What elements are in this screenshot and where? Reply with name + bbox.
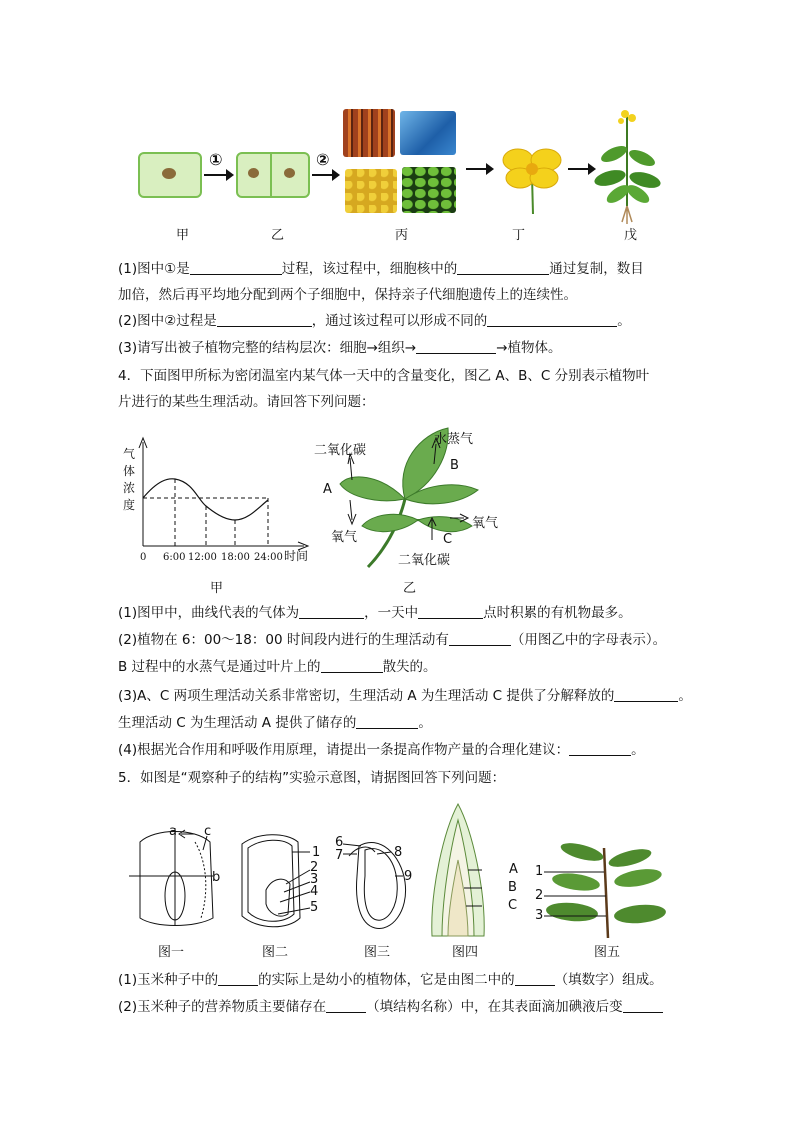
arrow-step1 xyxy=(204,174,228,176)
whole-plant-image xyxy=(592,106,662,224)
fig1-mark-c: c xyxy=(204,824,212,839)
q5-answer2: (2)玉米种子的营养物质主要储存在 （填结构名称）中，在其表面滴加碘液后变 xyxy=(118,997,663,1017)
q4-intro-line2: 片进行的某些生理活动。请回答下列问题： xyxy=(118,394,375,410)
fig5-mark-3: 3 xyxy=(535,908,544,923)
caption-fig2: 图二 xyxy=(262,945,289,960)
fig2-mark-2: 2 xyxy=(310,860,319,875)
q4-answer2b: B 过程中的水蒸气是通过叶片上的 散失的。 xyxy=(118,659,437,675)
q5-blank3[interactable] xyxy=(326,998,366,1013)
leaf-label-C: C xyxy=(443,532,453,547)
q3-blank3[interactable] xyxy=(217,312,312,327)
q4-answer1: (1)图甲中，曲线代表的气体为 ，一天中 点时积累的有机物最多。 xyxy=(118,605,632,621)
q5-answer1: (1)玉米种子中的 的实际上是幼小的植物体，它是由图二中的 （填数字）组成。 xyxy=(118,972,663,988)
arrow-to-plant xyxy=(568,168,590,170)
q4-blank1[interactable] xyxy=(299,604,364,619)
chart-tick-6: 6:00 xyxy=(163,552,186,563)
protective-tissue-image xyxy=(400,111,456,155)
q3-line4: (3)请写出被子植物完整的结构层次：细胞→组织→ →植物体。 xyxy=(118,340,562,356)
caption-fig5: 图五 xyxy=(594,945,621,960)
chart-ylabel-2: 浓 xyxy=(123,481,136,495)
fig5-mark-2: 2 xyxy=(535,888,544,903)
fig3-mark-7: 7 xyxy=(335,848,344,863)
leaf-tissue-image xyxy=(402,167,456,213)
chart-xlabel: 时间 xyxy=(284,549,309,563)
q3-blank5[interactable] xyxy=(416,339,496,354)
q3-line3: (2)图中②过程是 ，通过该过程可以形成不同的 。 xyxy=(118,313,631,329)
q4-blank4[interactable] xyxy=(321,658,383,673)
q4-intro-line1: 4．下面图甲所标为密闭温室内某气体一天中的含量变化，图乙 A、B、C 分别表示植物叶 xyxy=(118,368,650,384)
q4-blank3[interactable] xyxy=(449,631,511,646)
fig3-mark-9: 9 xyxy=(404,869,413,884)
q5-blank4[interactable] xyxy=(623,998,663,1013)
fig2-mark-4: 4 xyxy=(310,884,319,899)
fig2-mark-5: 5 xyxy=(310,900,319,915)
fig5-mark-1: 1 xyxy=(535,864,544,879)
q4-blank5[interactable] xyxy=(614,687,678,702)
q4-blank2[interactable] xyxy=(418,604,483,619)
chart-ylabel-1: 体 xyxy=(123,464,136,478)
q4-answer3b: 生理活动 C 为生理活动 A 提供了储存的 。 xyxy=(118,715,432,731)
fig1-label-wu: 戊 xyxy=(624,228,638,243)
gas-concentration-chart xyxy=(118,434,318,574)
q5-blank2[interactable] xyxy=(515,971,555,986)
leaf-label-co2-bottom: 二氧化碳 xyxy=(398,553,451,568)
step1-label: ① xyxy=(209,150,223,169)
fig3-mark-8: 8 xyxy=(394,845,403,860)
leaf-label-water: 水蒸气 xyxy=(434,432,474,447)
fig1-label-bing: 丙 xyxy=(395,228,409,243)
chart-tick-18: 18:00 xyxy=(221,552,250,563)
fig1-label-ding: 丁 xyxy=(512,228,526,243)
q4-answer3: (3)A、C 两项生理活动关系非常密切，生理活动 A 为生理活动 C 提供了分解释放的 。 xyxy=(118,688,692,704)
figure4-bud-section xyxy=(424,800,494,938)
nutrient-tissue-image xyxy=(345,169,397,213)
nucleus xyxy=(162,168,176,179)
leaf-label-o2-right: 氧气 xyxy=(472,516,499,531)
chart-ylabel-0: 气 xyxy=(123,447,136,461)
caption-fig3: 图三 xyxy=(364,945,391,960)
fig2-mark-3: 3 xyxy=(310,872,319,887)
chart-tick-0: 0 xyxy=(140,552,147,563)
chart-figure-label: 甲 xyxy=(210,581,224,596)
leaf-label-o2-left: 氧气 xyxy=(331,530,358,545)
figure3-bean-seed xyxy=(335,832,425,938)
figure5-branch xyxy=(542,838,672,938)
fig4-mark-B: B xyxy=(508,880,517,895)
leaf-label-co2-top: 二氧化碳 xyxy=(314,443,367,458)
caption-fig1: 图一 xyxy=(158,945,185,960)
fig1-mark-b: b xyxy=(212,870,221,885)
fig3-mark-6: 6 xyxy=(335,835,344,850)
chart-tick-24: 24:00 xyxy=(254,552,283,563)
fig1-mark-a: a xyxy=(169,824,177,839)
fig1-label-jia: 甲 xyxy=(176,228,190,243)
arrow-to-flower xyxy=(466,168,488,170)
caption-fig4: 图四 xyxy=(452,945,479,960)
q3-blank2[interactable] xyxy=(457,260,549,275)
q3-blank1[interactable] xyxy=(190,260,282,275)
q3-blank4[interactable] xyxy=(487,312,617,327)
fig4-mark-A: A xyxy=(509,862,518,877)
q3-line2: 加倍，然后再平均地分配到两个子细胞中，保持亲子代细胞遗传上的连续性。 xyxy=(118,287,577,303)
q5-intro: 5．如图是“观察种子的结构”实验示意图，请据图回答下列问题： xyxy=(118,770,506,786)
arrow-step2 xyxy=(312,174,334,176)
leaf-figure-label: 乙 xyxy=(403,581,417,596)
leaf-label-A: A xyxy=(323,482,332,497)
q4-answer4: (4)根据光合作用和呼吸作用原理，请提出一条提高作物产量的合理化建议： 。 xyxy=(118,742,645,758)
muscle-tissue-image xyxy=(343,109,395,157)
q4-answer2: (2)植物在 6：00～18：00 时间段内进行的生理活动有 （用图乙中的字母表示）。 xyxy=(118,632,667,648)
fig2-mark-1: 1 xyxy=(312,845,321,860)
q4-blank6[interactable] xyxy=(356,714,418,729)
fig4-mark-C: C xyxy=(508,898,518,913)
q5-blank1[interactable] xyxy=(218,971,258,986)
fig1-label-yi: 乙 xyxy=(271,228,285,243)
leaf-label-B: B xyxy=(450,458,459,473)
q4-blank7[interactable] xyxy=(569,741,631,756)
chart-tick-12: 12:00 xyxy=(188,552,217,563)
q3-line1: (1)图中①是 过程，该过程中，细胞核中的 通过复制，数目 xyxy=(118,261,644,277)
step2-label: ② xyxy=(316,150,330,169)
flower-image xyxy=(500,138,564,214)
chart-ylabel-3: 度 xyxy=(123,498,136,512)
